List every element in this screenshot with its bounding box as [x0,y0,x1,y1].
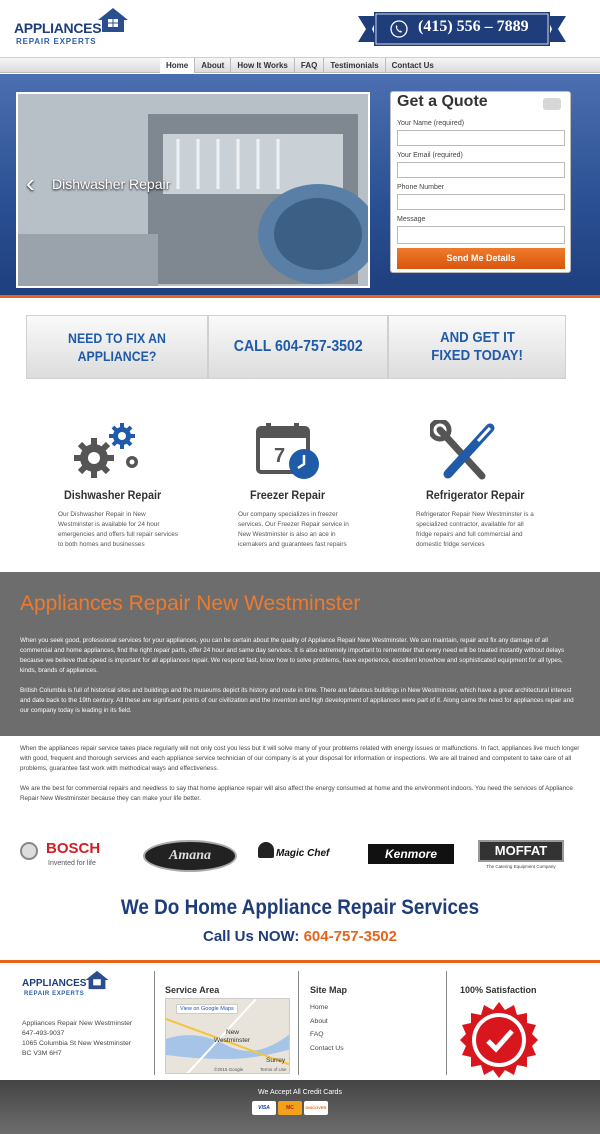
footer-service-area [165,969,291,1077]
service-area-map[interactable] [165,998,290,1074]
footer-business-name: Appliances Repair New Westminster [22,1020,133,1027]
about-paragraph-1: When you seek good, professional services for your appliances, you can be certain about the quality of Appliance Repair New Westminster. We can maintain, repair and fix any damage of all commercial and home appliances, find the right repair parts, offer 24 hour and same day services. It is also extremely important to remember that every need will be treated instantly without delays because we believe that speed is important for all appliances repair. We respond fast, know how to solve problems, have experience, excellent knowhow and sophisticated equipment for all types, kinds, brands of appliances. [20,637,565,674]
cta-headline: We Do Home Appliance Repair Services [120,896,480,919]
tools-icon [430,420,500,482]
chef-hat-icon [258,842,274,858]
chat-icon [543,98,561,110]
message-label: Message [397,216,426,223]
nav-item-testimonials[interactable]: Testimonials [324,58,385,73]
discover-card-icon: DISCOVER [304,1101,328,1115]
footer-divider [446,971,447,1075]
email-label: Your Email (required) [397,152,463,159]
service-title-refrigerator[interactable]: Refrigerator Repair [426,488,525,502]
main-nav [0,57,600,73]
magic-chef-text: Magic Chef [276,848,330,859]
phone-ribbon[interactable] [358,12,566,46]
moffat-logo [478,840,564,880]
amana-logo [143,840,237,872]
moffat-text: MOFFAT [478,840,564,862]
footer-logo-subtext: REPAIR EXPERTS [24,991,85,997]
moffat-tagline: The Catering Equipment Company [486,864,556,869]
satisfaction-seal-icon [460,1001,538,1079]
nav-item-about[interactable]: About [195,58,231,73]
map-terms-link[interactable]: Terms of Use [260,1067,287,1072]
footer-satisfaction [460,969,580,1077]
amana-text: Amana [168,848,211,863]
phone-label: Phone Number [397,184,445,191]
visa-card-icon: VISA [252,1101,276,1115]
footer-address-2: BC V3M 6H7 [22,1050,62,1057]
calendar-clock-icon [256,422,326,482]
brand-logos [0,820,600,890]
about-paragraph-4: We are the best for commercial repairs and needless to say that home appliance repair will also affect the energy consumed at home and the environment indoors. You need the services of Appliance Repair New Westminster because they can make your life better. [20,785,573,802]
nav-item-home[interactable]: Home [160,58,195,73]
banner-phone[interactable]: CALL 604-757-3502 [233,338,363,355]
about-paragraph-3: When the appliances repair service takes place regularly will not only cost you less but it will solve many of your problems related with energy issues or malfunctions. In fact, appliances live much longer with good, frequent and thorough services and each appliance service technician of our company is at your disposal for information or inspections. We are all trained and competent to take care of all problems, guarantee fast work with methodical ways and effectiveness. [20,745,580,772]
service-desc-freezer: Our company specializes in freezer services. Our Freezer Repair service in New Westminster is also an ace in icemakers and guarantees fast repairs [238,511,349,548]
services-section [0,390,600,572]
name-input[interactable] [397,130,565,146]
about-section [0,572,600,736]
house-logo-icon [84,969,110,991]
sitemap-link-faq[interactable]: FAQ [310,1031,324,1038]
banner-segment-3 [388,315,566,379]
banner-text-3b: FIXED TODAY! [431,347,523,364]
cta-call-prefix: Call Us NOW: [203,928,300,945]
nav-item-faq[interactable]: FAQ [295,58,324,73]
sitemap-link-home[interactable]: Home [310,1004,329,1011]
about-title: Appliances Repair New Westminster [20,592,361,615]
map-label-westminster: Westminster [214,1037,250,1044]
nav-item-how-it-works[interactable]: How It Works [231,58,295,73]
footer-contact [22,969,148,1077]
bottom-bar [0,1080,600,1134]
slide-caption: Dishwasher Repair [52,176,171,192]
footer-divider [298,971,299,1075]
footer-address-1: 1065 Columbia St New Westminster [22,1040,132,1047]
phone-icon [390,20,408,38]
send-details-button[interactable]: Send Me Details [397,248,565,269]
credit-card-text: We Accept All Credit Cards [258,1089,342,1096]
banner-segment-2[interactable] [208,315,388,379]
footer-phone[interactable]: 647-493-9037 [22,1030,65,1037]
map-label-surrey: Surrey [266,1057,286,1064]
name-label: Your Name (required) [397,120,465,127]
service-title-freezer[interactable]: Freezer Repair [250,488,326,502]
service-title-dishwasher[interactable]: Dishwasher Repair [64,488,162,502]
gears-icon [72,422,142,478]
footer-sitemap [310,969,440,1077]
hero-slide[interactable] [16,92,370,288]
map-copyright: ©2015 Google [214,1067,244,1072]
slide-prev-arrow[interactable]: ‹ [26,168,35,198]
site-header [0,0,600,58]
cta-phone[interactable]: 604-757-3502 [303,928,397,945]
service-desc-dishwasher: Our Dishwasher Repair in New Westminster is available for 24 hour emergencies and offers full repair services to both homes and businesses [58,511,178,548]
header-phone: (415) 556 – 7889 [418,18,529,35]
nav-item-contact-us[interactable]: Contact Us [391,61,434,70]
sitemap-link-contact-us[interactable]: Contact Us [310,1044,344,1052]
bosch-text: BOSCH [46,840,101,857]
banner-text-3a: AND GET IT [439,329,515,346]
credit-card-logos [252,1101,328,1115]
svg-text:7: 7 [274,445,286,467]
view-google-maps-link[interactable]: View on Google Maps [176,1004,238,1014]
footer-logo[interactable] [22,969,148,1007]
message-textarea[interactable] [397,226,565,244]
bosch-tagline: Invented for life [48,860,96,867]
footer-logo-text: APPLIANCES [22,978,87,989]
map-label-new: New [226,1029,240,1036]
quote-form [390,91,571,273]
about-paragraph-2: British Columbia is full of historical sites and buildings and the museums depict its history and route in time. There are fabulous buildings in New Westminster, which have a great architectural interest and date back to the 19th century. All these are significant points of our civilization and the invention and high development of appliances were part of it. Along came the need for appliances repair and our company today is leading in its field. [20,687,574,714]
site-footer [0,960,600,1080]
sitemap-link-about[interactable]: About [310,1017,328,1025]
cta-banner [0,300,600,390]
kenmore-text: Kenmore [384,847,437,861]
footer-divider [154,971,155,1075]
bosch-emblem-icon [20,842,38,860]
quote-title: Get a Quote [397,93,488,110]
kenmore-logo [368,844,454,864]
banner-text-1: NEED TO FIX AN APPLIANCE? [68,330,166,364]
banner-segment-1 [26,315,208,379]
cta-call-line [0,928,600,945]
hero-section [0,74,600,298]
logo-subtext: REPAIR EXPERTS [16,37,97,46]
phone-input[interactable] [397,194,565,210]
service-desc-refrigerator: Refrigerator Repair New Westminster is a specialized contractor, available for all fridge repairs and full commercial and domestic fridge services [416,511,534,548]
service-area-title: Service Area [165,985,220,995]
email-input[interactable] [397,162,565,178]
mastercard-icon: MC [278,1101,302,1115]
satisfaction-title: 100% Satisfaction [460,985,537,995]
logo-text: APPLIANCES [14,20,102,36]
site-logo[interactable] [14,6,134,50]
sitemap-title: Site Map [310,985,348,995]
